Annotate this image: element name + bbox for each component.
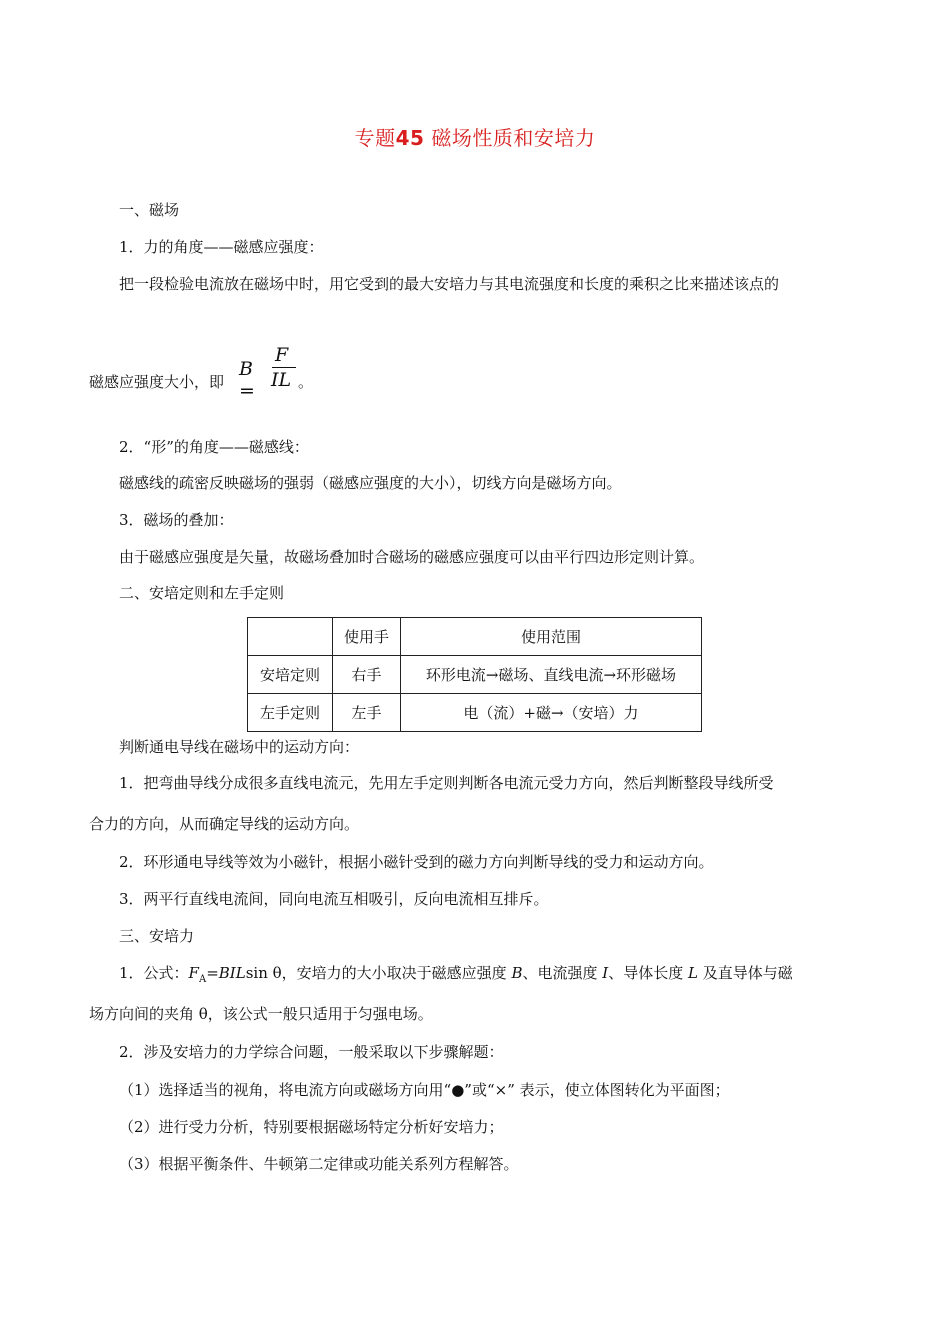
page-title (0, 122, 950, 151)
step-3: （3）根据平衡条件、牛顿第二定律或功能关系列方程解答。 (119, 1155, 519, 1173)
formula-eq: = (206, 964, 219, 982)
formula-prefix: 1．公式： (119, 964, 189, 982)
table-row (248, 694, 702, 732)
paragraph-judge-1a: 1．把弯曲导线分成很多直线电流元，先用左手定则判断各电流元受力方向，然后判断整段导线所受 (119, 774, 774, 792)
paragraph-judge-direction: 判断通电导线在磁场中的运动方向： (119, 738, 360, 756)
table-cell: 右手 (333, 656, 401, 694)
table-row (248, 656, 702, 694)
title-number: 45 (395, 126, 425, 150)
formula-numerator: F (275, 344, 289, 366)
formula-var-b: B (511, 964, 523, 982)
formula-var-bil: BIL (218, 964, 246, 982)
table-cell: 使用范围 (401, 618, 702, 656)
section-heading-rules: 二、安培定则和左手定则 (119, 584, 285, 602)
table-cell: 左手定则 (248, 694, 333, 732)
formula-end: 。 (298, 373, 314, 391)
paragraph-field-lines-title: 2．“形”的角度——磁感线： (119, 438, 309, 456)
section-heading-ampere-force: 三、安培力 (119, 927, 195, 945)
formula-var-l: L (687, 964, 698, 982)
paragraph-judge-3: 3．两平行直线电流间，同向电流互相吸引，反向电流相互排斥。 (119, 890, 549, 908)
paragraph-superposition-body: 由于磁感应强度是矢量，故磁场叠加时合磁场的磁感应强度可以由平行四边形定则计算。 (119, 548, 705, 566)
step-1: （1）选择适当的视角，将电流方向或磁场方向用“●”或“×” 表示，使立体图转化为平面图； (119, 1081, 730, 1099)
title-prefix: 专题 (354, 126, 396, 150)
formula-text-3: 、导体长度 (608, 964, 688, 982)
paragraph-formula-line2: 场方向间的夹角 θ，该公式一般只适用于匀强电场。 (89, 1005, 433, 1023)
paragraph-judge-1b: 合力的方向，从而确定导线的运动方向。 (89, 815, 360, 833)
formula-var-f: F (188, 964, 199, 982)
paragraph-superposition-title: 3．磁场的叠加： (119, 511, 234, 529)
table-cell (248, 618, 333, 656)
formula-lhs: B = (239, 358, 255, 402)
section-heading-magnetic-field: 一、磁场 (119, 201, 180, 219)
table-cell: 安培定则 (248, 656, 333, 694)
formula-text-4: 及直导体与磁 (697, 964, 793, 982)
formula-text-1: ，安培力的大小取决于磁感应强度 (281, 964, 512, 982)
fraction-bar (272, 367, 296, 368)
formula-denominator: IL (271, 369, 292, 391)
paragraph-force-angle-body: 把一段检验电流放在磁场中时，用它受到的最大安培力与其电流强度和长度的乘积之比来描述该点的 (119, 275, 780, 293)
paragraph-formula-line1 (119, 963, 793, 990)
step-2: （2）进行受力分析，特别要根据磁场特定分析好安培力； (119, 1118, 504, 1136)
table-header-row (248, 618, 702, 656)
paragraph-field-lines-body: 磁感线的疏密反映磁场的强弱（磁感应强度的大小），切线方向是磁场方向。 (119, 474, 622, 492)
title-text: 磁场性质和安培力 (431, 126, 596, 150)
formula-text-2: 、电流强度 (522, 964, 603, 982)
table-cell: 电（流）+磁→（安培）力 (401, 694, 702, 732)
formula-sin: sin θ (245, 964, 282, 982)
paragraph-steps-intro: 2．涉及安培力的力学综合问题，一般采取以下步骤解题： (119, 1043, 504, 1061)
paragraph-force-angle-title: 1．力的角度——磁感应强度： (119, 238, 324, 256)
table-cell: 左手 (333, 694, 401, 732)
table-cell: 环形电流→磁场、直线电流→环形磁场 (401, 656, 702, 694)
formula-var-i: I (602, 964, 609, 982)
formula-sub-a: A (198, 974, 207, 985)
table-cell: 使用手 (333, 618, 401, 656)
paragraph-force-angle-cont: 磁感应强度大小，即 (89, 373, 225, 391)
paragraph-judge-2: 2．环形通电导线等效为小磁针，根据小磁针受到的磁力方向判断导线的受力和运动方向。 (119, 853, 714, 871)
rules-table (247, 617, 702, 732)
